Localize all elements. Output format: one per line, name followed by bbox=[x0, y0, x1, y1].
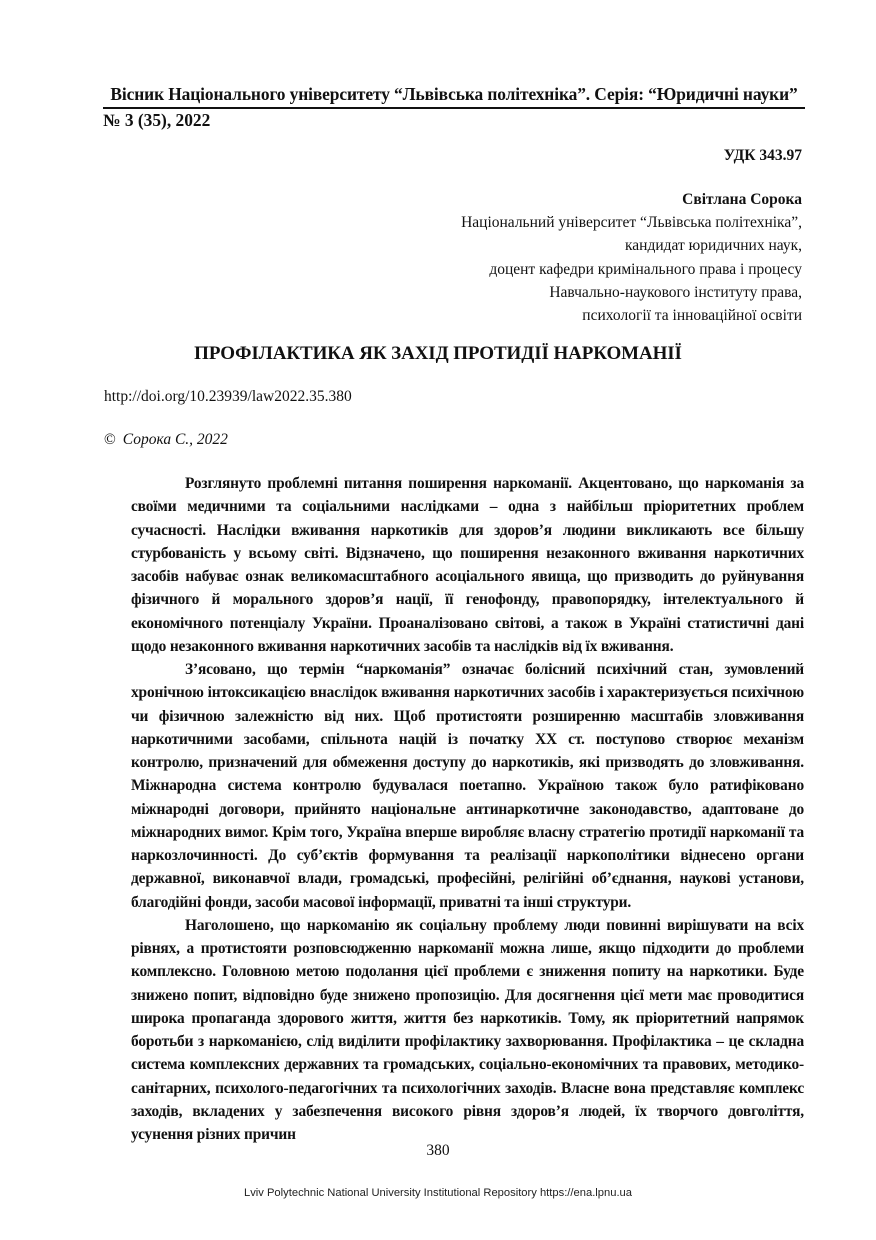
author-affiliation-line: Навчально-наукового інституту права, bbox=[549, 283, 802, 301]
author-affiliation-line: доцент кафедри кримінального права і процесу bbox=[489, 260, 802, 278]
author-name: Світлана Сорока bbox=[682, 191, 802, 208]
abstract-paragraph: З’ясовано, що термін “наркоманія” означає болісний психічний стан, зумовлений хронічною інтоксикацією внаслідок вживання наркотичних засобів і характеризується психічною чи фізичною залежністю від них. Щоб протистояти розширенню масштабів зловживання наркотичними засобами, спільнота націй із початку XX ст. поступово створює механізм контролю, призначений для обмеження доступу до наркотиків, які призводять до зловживання. Міжнародна система контролю будувалася поетапно. Україною також було ратифіковано міжнародні договори, прийнято національне антинаркотичне законодавство, адаптоване до міжнародних вимог. Крім того, Україна вперше виробляє власну стратегію протидії наркоманії та наркозлочинності. До суб’єктів формування та реалізації наркополітики віднесено органи державної, виконавчої влади, громадські, професійні, релігійні об’єднання, наукові установи, благодійні фонди, засоби масової інформації, приватні та інші структури. bbox=[131, 661, 804, 911]
article-title: ПРОФІЛАКТИКА ЯК ЗАХІД ПРОТИДІЇ НАРКОМАНІЇ bbox=[194, 343, 682, 364]
udc-code: УДК 343.97 bbox=[723, 147, 802, 164]
copyright-line bbox=[104, 430, 228, 450]
author-block bbox=[461, 188, 802, 327]
abstract-paragraph: Наголошено, що наркоманію як соціальну проблему люди повинні вирішувати на всіх рівнях, а протистояти розповсюдженню наркоманії можна лише, якщо підходити до проблеми комплексно. Головною метою подолання цієї проблеми є зниження попиту на наркотики. Буде знижено попит, відповідно буде знижено пропозицію. Для досягнення цієї мети має проводитися широка пропаганда здорового життя, життя без наркотиків. Тому, як пріоритетний напрямок боротьби з наркоманією, слід виділити профілактику захворювання. Профілактика – це складна система комплексних державних та громадських, соціально-економічних та правових, методико-санітарних, психолого-педагогічних та психологічних заходів. Власне вона представляє комплекс заходів, вкладених у забезпечення високого рівня здоров’я людей, їх творчого довголіття, усунення різних причин bbox=[131, 916, 804, 1143]
author-affiliation-line: кандидат юридичних наук, bbox=[624, 237, 802, 255]
copyright-holder: Сорока С., 2022 bbox=[122, 431, 228, 448]
repository-footer: Lviv Polytechnic National University Institutional Repository https://ena.lpnu.ua bbox=[243, 1187, 633, 1199]
doi-link[interactable]: http://doi.org/10.23939/law2022.35.380 bbox=[104, 388, 352, 405]
page-number: 380 bbox=[426, 1142, 450, 1159]
abstract bbox=[131, 472, 804, 1146]
copyright-icon: © bbox=[104, 431, 116, 448]
journal-issue: № 3 (35), 2022 bbox=[103, 110, 211, 130]
author-affiliation-line: Національний університет “Львівська політехніка”, bbox=[461, 214, 802, 232]
abstract-paragraph: Розглянуто проблемні питання поширення наркоманії. Акцентовано, що наркоманія за своїми медичними та соціальними наслідками – одна з найбільш пріоритетних проблем сучасності. Наслідки вживання наркотиків для здоров’я людини викликають все більшу стурбованість у всьому світі. Відзначено, що поширення незаконного вживання наркотичних засобів набуває ознак великомасштабного асоціального явища, що призводить до руйнування фізичного й морального здоров’я нації, її генофонду, правопорядку, інтелектуального й економічного потенціалу України. Проаналізовано світові, а також в Україні статистичні дані щодо незаконного вживання наркотичних засобів та наслідків від їх вживання. bbox=[131, 475, 804, 655]
author-affiliation-line: психології та інноваційної освіти bbox=[582, 307, 802, 325]
journal-header bbox=[103, 83, 805, 131]
journal-title: Вісник Національного університету “Львівська політехніка”. Серія: “Юридичні науки” bbox=[110, 84, 798, 104]
